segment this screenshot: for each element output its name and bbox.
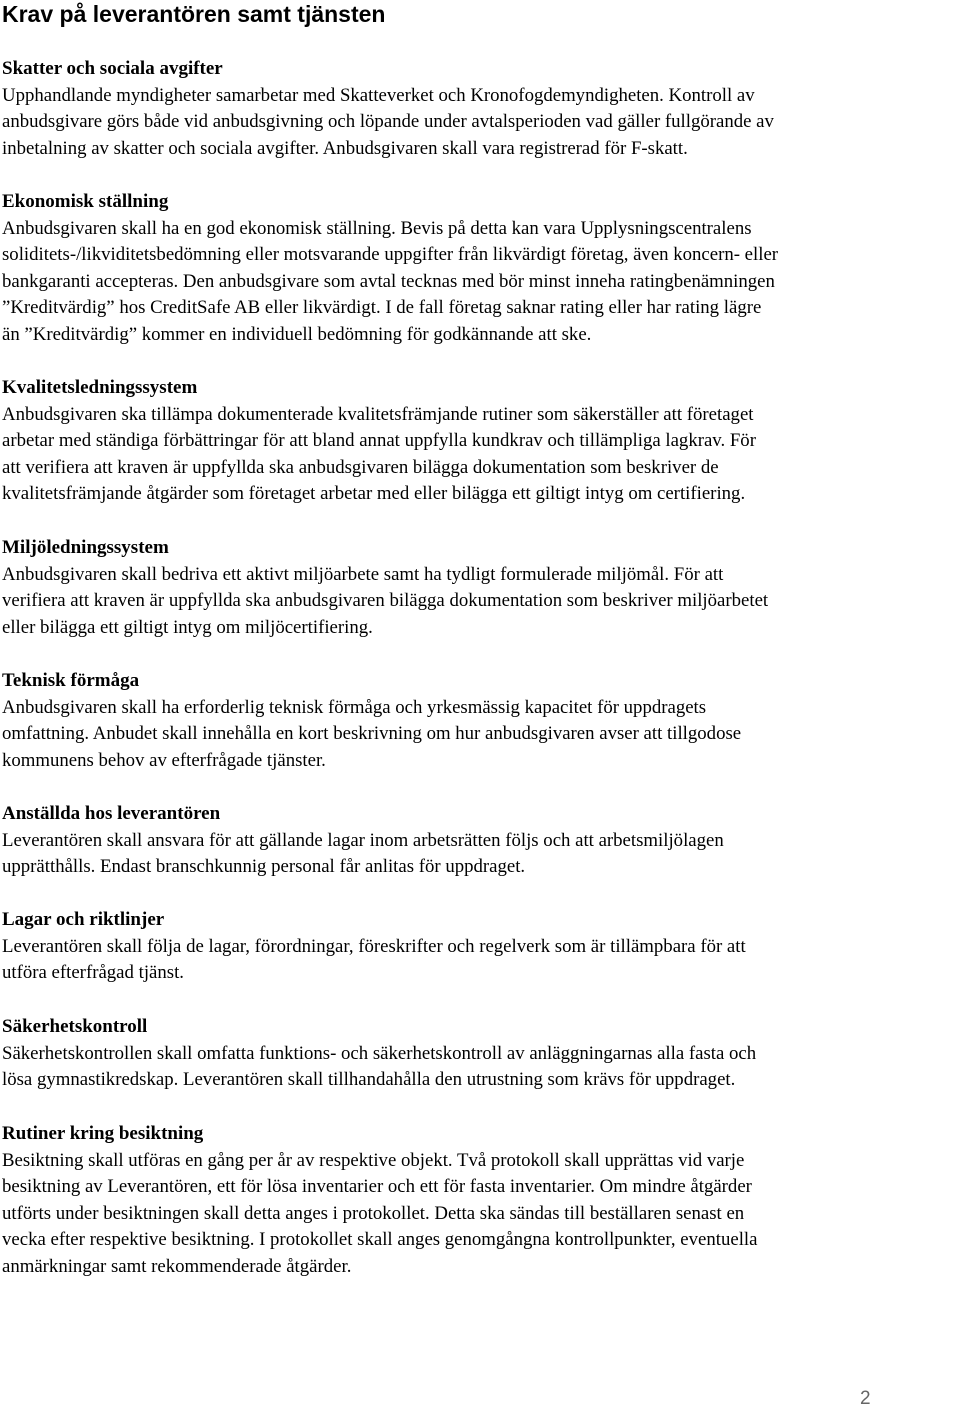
text-line: inbetalning av skatter och sociala avgifter. Anbudsgivaren skall vara registrerad för F-skatt. (2, 137, 688, 159)
section-title: Miljöledningssystem (2, 537, 169, 558)
section-body (2, 828, 957, 881)
section-taxes (2, 56, 957, 162)
text-line: kommunens behov av efterfrågade tjänster. (2, 749, 326, 771)
page-number: 2 (860, 1388, 871, 1409)
section-employees (2, 801, 957, 881)
section-body (2, 216, 957, 349)
section-inspection-routines (2, 1121, 957, 1281)
text-line: Anbudsgivaren ska tillämpa dokumenterade kvalitetsfrämjande rutiner som säkerställer att företaget (2, 403, 754, 425)
section-body (2, 1041, 957, 1094)
text-line: Anbudsgivaren skall ha en god ekonomisk ställning. Bevis på detta kan vara Upplysningscentralens (2, 217, 752, 239)
section-body (2, 562, 957, 642)
text-line: soliditets-/likviditetsbedömning eller motsvarande uppgifter från likvärdigt företag, även koncern- eller (2, 244, 779, 266)
section-title: Teknisk förmåga (2, 670, 140, 691)
section-title: Skatter och sociala avgifter (2, 58, 223, 79)
section-body (2, 1148, 957, 1281)
section-quality-management (2, 375, 957, 508)
section-title: Anställda hos leverantören (2, 803, 221, 824)
section-title: Säkerhetskontroll (2, 1016, 148, 1037)
text-line: Leverantören skall följa de lagar, förordningar, föreskrifter och regelverk som är tillämpbara för att (2, 935, 746, 957)
page-heading: Krav på leverantören samt tjänsten (2, 1, 386, 27)
text-line: Anbudsgivaren skall bedriva ett aktivt miljöarbete samt ha tydligt formulerade miljömål. För att (2, 563, 724, 585)
section-environmental-management (2, 535, 957, 641)
text-line: bankgaranti accepteras. Den anbudsgivare som avtal tecknas med bör minst inneha ratingbenämningen (2, 270, 775, 292)
section-body (2, 934, 957, 987)
section-body (2, 695, 957, 775)
text-line: anbudsgivare görs både vid anbudsgivning och löpande under avtalsperioden vad gäller fullgörande av (2, 111, 774, 133)
text-line: Säkerhetskontrollen skall omfatta funktions- och säkerhetskontroll av anläggningarnas alla fasta och (2, 1042, 757, 1064)
section-title: Kvalitetsledningssystem (2, 377, 198, 398)
section-technical-capacity (2, 668, 957, 774)
text-line: anmärkningar samt rekommenderade åtgärder. (2, 1255, 352, 1277)
text-line: upprätthålls. Endast branschkunnig personal får anlitas för uppdraget. (2, 856, 526, 878)
section-title: Lagar och riktlinjer (2, 909, 165, 930)
text-line: kvalitetsfrämjande åtgärder som företaget arbetar med eller bilägga ett giltigt intyg om certifiering. (2, 483, 746, 505)
text-line: att verifiera att kraven är uppfyllda ska anbudsgivaren bilägga dokumentation som beskriver de (2, 456, 719, 478)
text-line: Upphandlande myndigheter samarbetar med Skatteverket och Kronofogdemyndigheten. Kontroll av (2, 84, 755, 106)
text-line: Leverantören skall ansvara för att gällande lagar inom arbetsrätten följs och att arbetsmiljölagen (2, 829, 724, 851)
text-line: Besiktning skall utföras en gång per år av respektive objekt. Två protokoll skall upprättas vid varje (2, 1149, 745, 1171)
text-line: arbetar med ständiga förbättringar för att bland annat uppfylla kundkrav och tillämpliga lagkrav. För (2, 430, 756, 452)
text-line: vecka efter respektive besiktning. I protokollet skall anges genomgångna kontrollpunkter, eventuella (2, 1229, 758, 1251)
section-body (2, 402, 957, 508)
section-body (2, 83, 957, 163)
text-line: utförts under besiktningen skall detta anges i protokollet. Detta ska sändas till beställaren senast en (2, 1202, 745, 1224)
text-line: än ”Kreditvärdig” kommer en individuell bedömning för godkännande att ske. (2, 323, 592, 345)
text-line: utföra efterfrågad tjänst. (2, 962, 184, 984)
text-line: eller bilägga ett giltigt intyg om miljöcertifiering. (2, 616, 373, 638)
text-line: omfattning. Anbudet skall innehålla en kort beskrivning om hur anbudsgivaren avser att tillgodose (2, 723, 742, 745)
text-line: Anbudsgivaren skall ha erforderlig teknisk förmåga och yrkesmässig kapacitet för uppdragets (2, 696, 707, 718)
section-economic-standing (2, 189, 957, 349)
section-laws-guidelines (2, 907, 957, 987)
text-line: verifiera att kraven är uppfyllda ska anbudsgivaren bilägga dokumentation som beskriver miljöarbetet (2, 590, 769, 612)
section-title: Rutiner kring besiktning (2, 1123, 204, 1144)
text-line: besiktning av Leverantören, ett för lösa inventarier och ett för fasta inventarier. Om mindre åtgärder (2, 1176, 752, 1198)
section-safety-inspection (2, 1014, 957, 1094)
text-line: ”Kreditvärdig” hos CreditSafe AB eller likvärdigt. I de fall företag saknar rating eller har rating lägre (2, 297, 762, 319)
section-title: Ekonomisk ställning (2, 191, 169, 212)
text-line: lösa gymnastikredskap. Leverantören skall tillhandahålla den utrustning som krävs för uppdraget. (2, 1069, 736, 1091)
